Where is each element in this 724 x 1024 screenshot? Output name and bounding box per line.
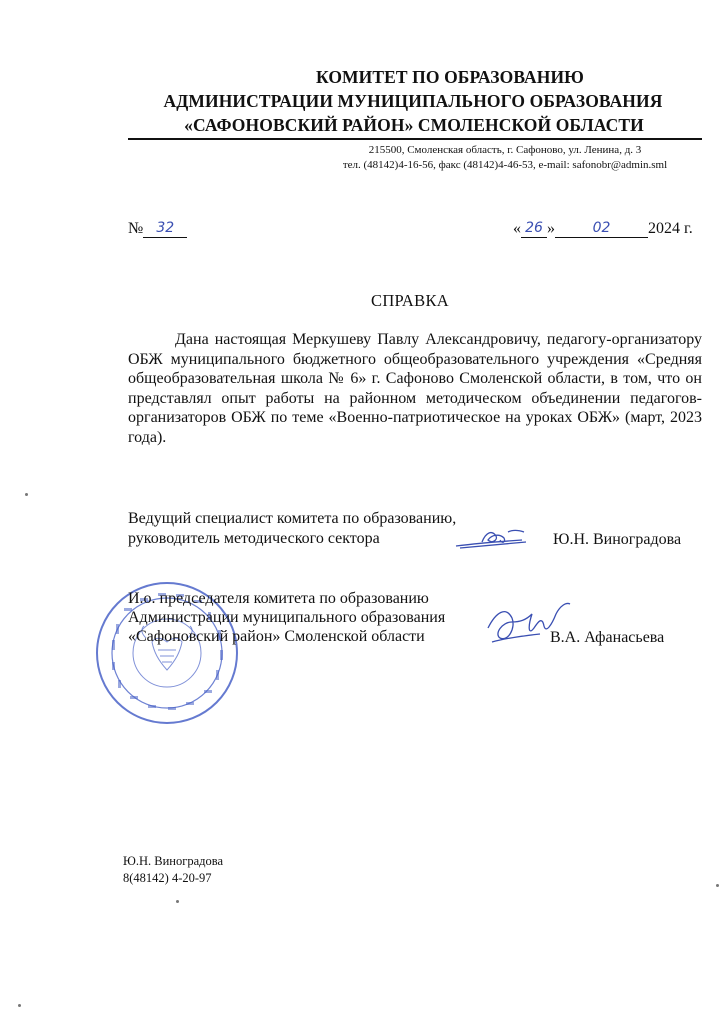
date-close-quote: » [547,220,555,237]
document-number [128,219,187,238]
document-title: СПРАВКА [371,291,449,310]
scan-speck [716,884,719,887]
scan-speck [18,1004,21,1007]
date-year: 2024 г. [648,220,693,237]
document-body: Дана настоящая Меркушеву Павлу Александровичу, педагогу-организатору ОБЖ муниципального бюджетного общеобразовательного учреждения «Средняя общеобразовательная школа № 6» г. Сафоново Смоленской области, в том, что он представлял опыт работы на районном методическом объединении педагогов-организаторов ОБЖ по теме «Военно-патриотическое на уроках ОБЖ» (март, 2023 года). [128,331,702,446]
signature1-handwritten [452,522,532,552]
executor-phone: 8(48142) 4-20-97 [123,871,212,885]
letterhead-line2: АДМИНИСТРАЦИИ МУНИЦИПАЛЬНОГО ОБРАЗОВАНИЯ [163,91,663,111]
letterhead-rule [128,138,702,140]
executor-info [123,853,223,887]
date-open-quote: « [513,220,521,237]
letterhead-address: 215500, Смоленская область, г. Сафоново, ул. Ленина, д. 3 [368,144,642,156]
number-value: 32 [156,220,175,236]
executor-name: Ю.Н. Виноградова [123,854,224,868]
signature1-position-line1: Ведущий специалист комитета по образованию, [128,510,457,527]
date-month: 02 [592,220,611,236]
date-day: 26 [525,220,543,236]
signature1-position-line2: руководитель методического сектора [128,530,380,547]
signature2-position-line1: И.о. председателя комитета по образованию [128,590,429,607]
number-prefix: № [128,220,144,237]
signature2-name: В.А. Афанасьева [550,629,665,646]
document-date [513,219,693,238]
signature1-name: Ю.Н. Виноградова [553,531,682,548]
letterhead-line3: «САФОНОВСКИЙ РАЙОН» СМОЛЕНСКОЙ ОБЛАСТИ [184,115,644,135]
scan-speck [25,493,28,496]
letterhead-line1: КОМИТЕТ ПО ОБРАЗОВАНИЮ [315,67,584,87]
scan-speck [176,900,179,903]
signature2-position-line3: «Сафоновский район» Смоленской области [128,628,425,645]
letterhead-contacts: тел. (48142)4-16-56, факс (48142)4-46-53, e-mail: safonobr@admin.sml [342,159,668,171]
signature2-position-line2: Администрации муниципального образования [128,609,446,626]
